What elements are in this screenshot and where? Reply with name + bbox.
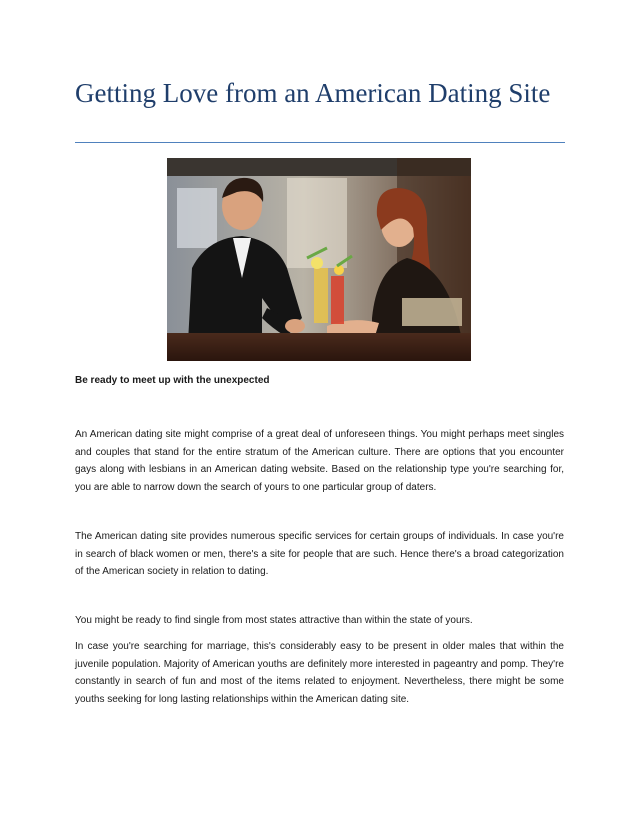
paragraph: You might be ready to find single from most states attractive than within the state of yours. — [75, 615, 473, 626]
section-subheading: Be ready to meet up with the unexpected — [75, 375, 270, 386]
document-title: Getting Love from an American Dating Site — [75, 78, 551, 108]
paragraph: In case you're searching for marriage, this's considerably easy to be present in older males that within the juvenile population. Majority of American youths are definitely more interested in pageantry and pomp. They're constantly in search of fun and most of the items related to enjoyment. Nevertheless, there might be some youths seeking for long lasting relationships within the American dating site. — [75, 641, 564, 705]
couple-dating-photo — [167, 158, 471, 361]
title-underline — [75, 142, 565, 143]
paragraph: An American dating site might comprise of a great deal of unforeseen things. You might perhaps meet singles and couples that stand for the entire stratum of the American culture. There are options that you encounter gays along with lesbians in an American dating website. Based on the relationship type you're searching for, you are able to narrow down the search of yours to one particular group of daters. — [75, 429, 564, 493]
paragraph: The American dating site provides numerous specific services for certain groups of individuals. In case you're in search of black women or men, there's a site for people that are such. Hence there's a broad categorization of the American society in relation to dating. — [75, 531, 564, 577]
